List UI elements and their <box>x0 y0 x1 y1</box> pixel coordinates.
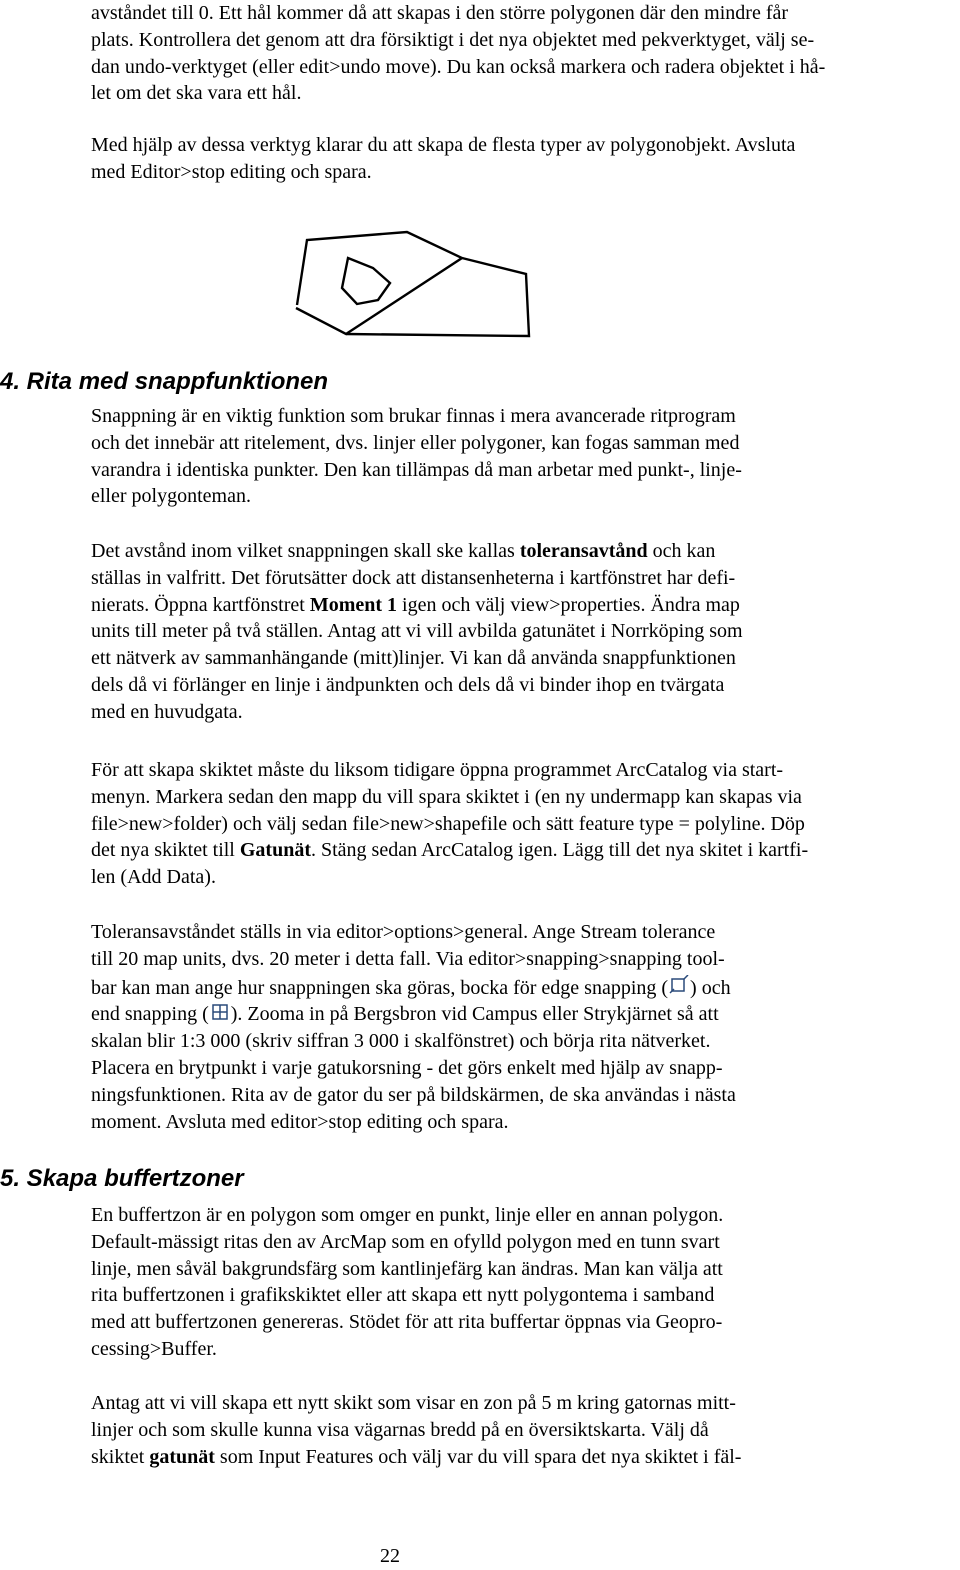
term-moment-1: Moment 1 <box>309 593 398 616</box>
end-snapping-icon <box>209 1001 231 1023</box>
section-heading-4: 4. Rita med snappfunktionen <box>0 368 329 395</box>
paragraph-tools: Med hjälp av dessa verktyg klarar du att skapa de flesta typer av polygonobjekt. Avsluta med Editor>stop editing och spara. <box>91 134 796 183</box>
paragraph-buffer-example: Antag att vi vill skapa ett nytt skikt som visar en zon på 5 m kring gatornas mitt- linjer och som skulle kunna visa vägarnas bredd på en översiktskarta. Välj då skiktet gatunät som Input Features och välj var du vill spara det nya skiktet i fäl- <box>91 1392 742 1468</box>
paragraph-buffer-intro: En buffertzon är en polygon som omger en punkt, linje eller en annan polygon. Default-mässigt ritas den av ArcMap som en ofylld polygon med en tunn svart linje, men såväl bakgrundsfärg som kantlinjefärg kan ändras. Man kan välja att rita buffertzonen i grafikskiktet eller att skapa ett nytt polygontema i samband med att buffertzonen genereras. Stödet för att rita buffertar öppnas via Geopro- cessing>Buffer. <box>91 1204 724 1360</box>
outer-polygon-outline <box>296 232 462 334</box>
paragraph-create-layer: För att skapa skiktet måste du liksom tidigare öppna programmet ArcCatalog via start- menyn. Markera sedan den mapp du vill spara skiktet i (en ny undermapp kan skapas via file>new>folder) och välj sedan file>new>shapefile och sätt feature type = polyline. Döp det nya skiktet till Gatunät. Stäng sedan ArcCatalog igen. Lägg till det nya skitet i kartfi- len (Add Data). <box>91 759 809 889</box>
paragraph-tolerance-setting: Toleransavståndet ställs in via editor>options>general. Ange Stream tolerance till 20 map units, dvs. 20 meter i detta fall. Via editor>snapping>snapping tool- bar kan man ange hur snappningen ska göras, bocka för edge snapping ( ) och end snapping ( ). Zooma in på Bergsbron vid Campus eller Strykjärnet så att skalan blir 1:3 000 (skriv siffran 3 000 i skalfönstret) och börja rita nätverket. Placera en brytpunkt i varje gatukorsning - det görs enkelt med hjälp av snapp- ningsfunktionen. Rita av de gator du ser på bildskärmen, de ska användas i nästa moment. Avsluta med editor>stop editing och spara. <box>91 921 736 1133</box>
term-tolerance: toleransavtånd <box>519 540 648 562</box>
term-gatunat-input: gatunät <box>149 1445 215 1468</box>
edge-snapping-icon <box>668 975 690 997</box>
section-heading-5: 5. Skapa buffertzoner <box>0 1165 244 1192</box>
paragraph-tolerance: Det avstånd inom vilket snappningen skall ske kallas toleransavtånd och kan ställas in valfritt. Det förutsätter dock att distansenheterna i kartfönstret har defi- nierats. Öppna kartfönstret Moment 1 igen och välj view>properties. Ändra map units till meter på två ställen. Antag att vi vill avbilda gatunätet i Norrköping som ett nätverk av sammanhängande (mitt)linjer. Vi kan då använda snappfunktionen dels då vi förlänger en linje i ändpunkten och dels då vi binder ihop en tvärgata med en huvudgata. <box>91 540 743 723</box>
paragraph-snapping-intro: Snappning är en viktig funktion som brukar finnas i mera avancerade ritprogram och det innebär att ritelement, dvs. linjer eller polygoner, kan fogas samman med varandra i identiska punkter. Den kan tillämpas då man arbetar med punkt-, linje- eller polygonteman. <box>91 405 742 508</box>
hole-polygon-outline <box>342 258 390 304</box>
page-number: 22 <box>380 1545 400 1567</box>
paragraph-hole: avståndet till 0. Ett hål kommer då att skapas i den större polygonen där den mindre får plats. Kontrollera det genom att dra försiktigt i det nya objektet med pekverktyget, välj se- dan undo-verktyget (eller edit>undo move). Du kan också markera och radera objektet i hå- let om det ska vara ett hål. <box>91 2 826 105</box>
term-gatunat: Gatunät <box>239 839 311 862</box>
polygon-figure <box>290 228 540 343</box>
